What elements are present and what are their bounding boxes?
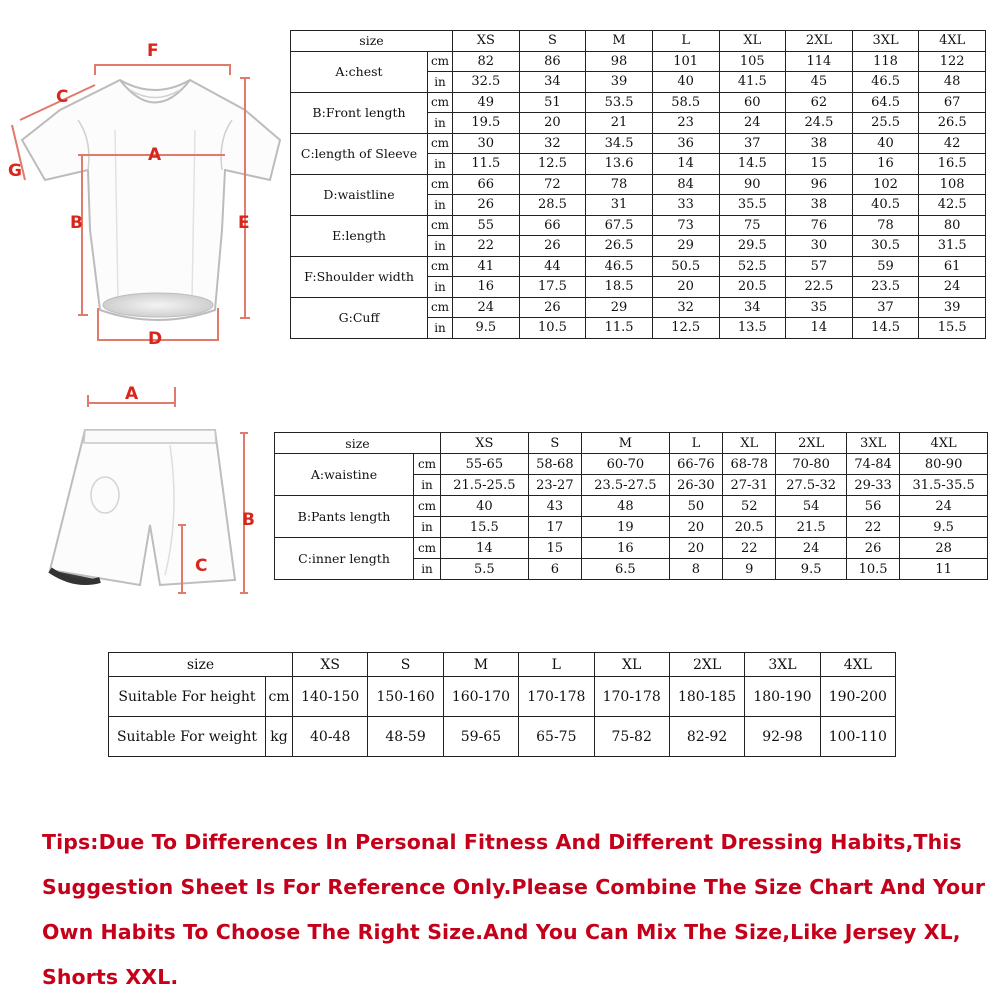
- value-cell: 23.5: [852, 277, 919, 298]
- value-cell: 96: [786, 174, 853, 195]
- unit-cell: in: [428, 154, 453, 175]
- value-cell: 26.5: [586, 236, 653, 257]
- size-column-header: 2XL: [669, 653, 744, 677]
- jersey-label-e: E: [238, 213, 250, 233]
- value-cell: 78: [852, 215, 919, 236]
- value-cell: 9: [723, 559, 776, 580]
- size-column-header: 2XL: [786, 31, 853, 52]
- value-cell: 53.5: [586, 92, 653, 113]
- value-cell: 19: [582, 517, 670, 538]
- shorts-label-b: B: [242, 510, 255, 530]
- value-cell: 108: [919, 174, 986, 195]
- value-cell: 98: [586, 51, 653, 72]
- value-cell: 38: [786, 133, 853, 154]
- table-row: [291, 92, 986, 113]
- value-cell: 92-98: [745, 717, 820, 757]
- size-column-header: 4XL: [900, 433, 988, 454]
- value-cell: 42.5: [919, 195, 986, 216]
- size-header-cell: size: [109, 653, 293, 677]
- value-cell: 22: [453, 236, 520, 257]
- value-cell: 22.5: [786, 277, 853, 298]
- value-cell: 26: [519, 236, 586, 257]
- value-cell: 10.5: [519, 318, 586, 339]
- size-column-header: S: [368, 653, 443, 677]
- measure-label: A:waistine: [275, 454, 414, 496]
- value-cell: 33: [652, 195, 719, 216]
- value-cell: 49: [453, 92, 520, 113]
- value-cell: 35: [786, 297, 853, 318]
- value-cell: 90: [719, 174, 786, 195]
- unit-cell: in: [428, 195, 453, 216]
- size-column-header: S: [519, 31, 586, 52]
- jersey-label-d: D: [148, 329, 163, 349]
- value-cell: 40.5: [852, 195, 919, 216]
- measure-label: D:waistline: [291, 174, 428, 215]
- value-cell: 19.5: [453, 113, 520, 134]
- fit-label: Suitable For height: [109, 677, 266, 717]
- value-cell: 29: [652, 236, 719, 257]
- value-cell: 16: [453, 277, 520, 298]
- shorts-label-c: C: [195, 556, 208, 576]
- value-cell: 29-33: [846, 475, 899, 496]
- value-cell: 23.5-27.5: [582, 475, 670, 496]
- size-column-header: M: [582, 433, 670, 454]
- unit-cell: in: [414, 517, 441, 538]
- unit-cell: cm: [428, 133, 453, 154]
- value-cell: 21.5: [776, 517, 847, 538]
- value-cell: 12.5: [652, 318, 719, 339]
- value-cell: 22: [846, 517, 899, 538]
- value-cell: 36: [652, 133, 719, 154]
- value-cell: 30.5: [852, 236, 919, 257]
- value-cell: 82-92: [669, 717, 744, 757]
- value-cell: 37: [852, 297, 919, 318]
- measure-label: C:length of Sleeve: [291, 133, 428, 174]
- measure-label: B:Pants length: [275, 496, 414, 538]
- table-row: [275, 538, 988, 559]
- value-cell: 41.5: [719, 72, 786, 93]
- size-header-cell: size: [275, 433, 441, 454]
- value-cell: 18.5: [586, 277, 653, 298]
- value-cell: 86: [519, 51, 586, 72]
- unit-cell: cm: [414, 538, 441, 559]
- value-cell: 105: [719, 51, 786, 72]
- value-cell: 72: [519, 174, 586, 195]
- value-cell: 20: [519, 113, 586, 134]
- value-cell: 75-82: [594, 717, 669, 757]
- value-cell: 48: [582, 496, 670, 517]
- value-cell: 100-110: [820, 717, 895, 757]
- value-cell: 23-27: [528, 475, 581, 496]
- value-cell: 16: [852, 154, 919, 175]
- jersey-label-c: C: [56, 87, 69, 107]
- value-cell: 26: [846, 538, 899, 559]
- value-cell: 20.5: [719, 277, 786, 298]
- value-cell: 34: [719, 297, 786, 318]
- unit-cell: cm: [428, 51, 453, 72]
- value-cell: 40: [441, 496, 529, 517]
- value-cell: 39: [919, 297, 986, 318]
- value-cell: 39: [586, 72, 653, 93]
- value-cell: 14: [652, 154, 719, 175]
- value-cell: 9.5: [453, 318, 520, 339]
- size-header-cell: size: [291, 31, 453, 52]
- value-cell: 11: [900, 559, 988, 580]
- shorts-label-a: A: [125, 384, 139, 404]
- value-cell: 170-178: [594, 677, 669, 717]
- value-cell: 160-170: [443, 677, 518, 717]
- unit-cell: cm: [428, 92, 453, 113]
- header-row: [291, 31, 986, 52]
- table-row: [275, 496, 988, 517]
- size-column-header: XS: [293, 653, 368, 677]
- value-cell: 20: [669, 538, 722, 559]
- value-cell: 44: [519, 256, 586, 277]
- unit-cell: cm: [428, 174, 453, 195]
- value-cell: 48: [919, 72, 986, 93]
- value-cell: 122: [919, 51, 986, 72]
- value-cell: 80: [919, 215, 986, 236]
- unit-cell: cm: [414, 454, 441, 475]
- value-cell: 101: [652, 51, 719, 72]
- value-cell: 15.5: [919, 318, 986, 339]
- value-cell: 24: [719, 113, 786, 134]
- value-cell: 80-90: [900, 454, 988, 475]
- value-cell: 50: [669, 496, 722, 517]
- table-row: [291, 174, 986, 195]
- value-cell: 54: [776, 496, 847, 517]
- header-row: [109, 653, 896, 677]
- fit-suggestion-table: [108, 652, 896, 757]
- value-cell: 40-48: [293, 717, 368, 757]
- value-cell: 114: [786, 51, 853, 72]
- size-column-header: 3XL: [852, 31, 919, 52]
- value-cell: 20: [652, 277, 719, 298]
- value-cell: 66: [519, 215, 586, 236]
- value-cell: 27-31: [723, 475, 776, 496]
- unit-cell: cm: [428, 256, 453, 277]
- value-cell: 102: [852, 174, 919, 195]
- value-cell: 59-65: [443, 717, 518, 757]
- measure-label: F:Shoulder width: [291, 256, 428, 297]
- value-cell: 14: [786, 318, 853, 339]
- value-cell: 28.5: [519, 195, 586, 216]
- table-row: [291, 133, 986, 154]
- value-cell: 28: [900, 538, 988, 559]
- value-cell: 43: [528, 496, 581, 517]
- value-cell: 22: [723, 538, 776, 559]
- measure-label: B:Front length: [291, 92, 428, 133]
- value-cell: 42: [919, 133, 986, 154]
- value-cell: 75: [719, 215, 786, 236]
- value-cell: 32: [652, 297, 719, 318]
- value-cell: 16: [582, 538, 670, 559]
- table-row: [109, 717, 896, 757]
- value-cell: 35.5: [719, 195, 786, 216]
- value-cell: 66: [453, 174, 520, 195]
- value-cell: 21: [586, 113, 653, 134]
- size-column-header: XS: [441, 433, 529, 454]
- measure-label: G:Cuff: [291, 297, 428, 338]
- value-cell: 32: [519, 133, 586, 154]
- value-cell: 60-70: [582, 454, 670, 475]
- unit-cell: in: [414, 559, 441, 580]
- value-cell: 48-59: [368, 717, 443, 757]
- value-cell: 8: [669, 559, 722, 580]
- measure-label: E:length: [291, 215, 428, 256]
- value-cell: 74-84: [846, 454, 899, 475]
- value-cell: 41: [453, 256, 520, 277]
- jersey-illustration: [0, 30, 285, 360]
- value-cell: 24: [900, 496, 988, 517]
- value-cell: 29: [586, 297, 653, 318]
- value-cell: 16.5: [919, 154, 986, 175]
- value-cell: 62: [786, 92, 853, 113]
- table-row: [291, 256, 986, 277]
- value-cell: 24: [776, 538, 847, 559]
- header-row: [275, 433, 988, 454]
- unit-cell: in: [428, 236, 453, 257]
- value-cell: 52.5: [719, 256, 786, 277]
- unit-cell: in: [428, 277, 453, 298]
- size-column-header: 4XL: [820, 653, 895, 677]
- value-cell: 26-30: [669, 475, 722, 496]
- value-cell: 58.5: [652, 92, 719, 113]
- unit-cell: cm: [414, 496, 441, 517]
- value-cell: 11.5: [453, 154, 520, 175]
- unit-cell: in: [414, 475, 441, 496]
- value-cell: 23: [652, 113, 719, 134]
- value-cell: 51: [519, 92, 586, 113]
- value-cell: 12.5: [519, 154, 586, 175]
- size-column-header: XS: [453, 31, 520, 52]
- shorts-illustration: [30, 375, 270, 605]
- size-column-header: L: [669, 433, 722, 454]
- value-cell: 24.5: [786, 113, 853, 134]
- unit-cell: cm: [266, 677, 293, 717]
- fit-label: Suitable For weight: [109, 717, 266, 757]
- value-cell: 24: [453, 297, 520, 318]
- value-cell: 40: [652, 72, 719, 93]
- size-column-header: XL: [723, 433, 776, 454]
- jersey-label-a: A: [148, 145, 162, 165]
- value-cell: 20.5: [723, 517, 776, 538]
- value-cell: 32.5: [453, 72, 520, 93]
- unit-cell: in: [428, 318, 453, 339]
- tips-line: Tips:Due To Differences In Personal Fitness And Different Dressing Habits,This: [42, 830, 962, 854]
- value-cell: 26: [453, 195, 520, 216]
- value-cell: 65-75: [519, 717, 594, 757]
- table-row: [291, 297, 986, 318]
- jersey-size-table: [290, 30, 986, 339]
- value-cell: 55: [453, 215, 520, 236]
- value-cell: 84: [652, 174, 719, 195]
- value-cell: 118: [852, 51, 919, 72]
- value-cell: 15: [786, 154, 853, 175]
- value-cell: 30: [786, 236, 853, 257]
- value-cell: 25.5: [852, 113, 919, 134]
- size-column-header: L: [519, 653, 594, 677]
- shorts-size-table: [274, 432, 988, 580]
- value-cell: 170-178: [519, 677, 594, 717]
- value-cell: 26.5: [919, 113, 986, 134]
- value-cell: 45: [786, 72, 853, 93]
- table-row: [109, 677, 896, 717]
- value-cell: 27.5-32: [776, 475, 847, 496]
- value-cell: 13.5: [719, 318, 786, 339]
- size-column-header: S: [528, 433, 581, 454]
- size-column-header: XL: [594, 653, 669, 677]
- unit-cell: in: [428, 72, 453, 93]
- value-cell: 73: [652, 215, 719, 236]
- value-cell: 70-80: [776, 454, 847, 475]
- value-cell: 140-150: [293, 677, 368, 717]
- tips-line: Own Habits To Choose The Right Size.And You Can Mix The Size,Like Jersey XL,: [42, 920, 961, 944]
- value-cell: 52: [723, 496, 776, 517]
- value-cell: 31.5: [919, 236, 986, 257]
- value-cell: 21.5-25.5: [441, 475, 529, 496]
- value-cell: 56: [846, 496, 899, 517]
- size-column-header: 4XL: [919, 31, 986, 52]
- unit-cell: cm: [428, 215, 453, 236]
- value-cell: 55-65: [441, 454, 529, 475]
- value-cell: 68-78: [723, 454, 776, 475]
- value-cell: 78: [586, 174, 653, 195]
- value-cell: 31.5-35.5: [900, 475, 988, 496]
- size-column-header: M: [586, 31, 653, 52]
- tips-text: [42, 820, 986, 1000]
- table-row: [291, 215, 986, 236]
- tips-line: Shorts XXL.: [42, 965, 179, 989]
- value-cell: 82: [453, 51, 520, 72]
- value-cell: 38: [786, 195, 853, 216]
- size-column-header: 2XL: [776, 433, 847, 454]
- value-cell: 15.5: [441, 517, 529, 538]
- value-cell: 9.5: [776, 559, 847, 580]
- value-cell: 11.5: [586, 318, 653, 339]
- value-cell: 180-185: [669, 677, 744, 717]
- size-column-header: 3XL: [745, 653, 820, 677]
- value-cell: 29.5: [719, 236, 786, 257]
- table-row: [291, 51, 986, 72]
- size-column-header: M: [443, 653, 518, 677]
- jersey-label-g: G: [8, 161, 22, 181]
- value-cell: 34.5: [586, 133, 653, 154]
- unit-cell: kg: [266, 717, 293, 757]
- value-cell: 37: [719, 133, 786, 154]
- value-cell: 14.5: [719, 154, 786, 175]
- measure-label: C:inner length: [275, 538, 414, 580]
- value-cell: 17.5: [519, 277, 586, 298]
- value-cell: 180-190: [745, 677, 820, 717]
- unit-cell: in: [428, 113, 453, 134]
- size-column-header: XL: [719, 31, 786, 52]
- value-cell: 46.5: [586, 256, 653, 277]
- value-cell: 34: [519, 72, 586, 93]
- value-cell: 17: [528, 517, 581, 538]
- table-row: [275, 454, 988, 475]
- size-column-header: L: [652, 31, 719, 52]
- value-cell: 30: [453, 133, 520, 154]
- value-cell: 15: [528, 538, 581, 559]
- value-cell: 66-76: [669, 454, 722, 475]
- value-cell: 5.5: [441, 559, 529, 580]
- value-cell: 14: [441, 538, 529, 559]
- value-cell: 76: [786, 215, 853, 236]
- value-cell: 59: [852, 256, 919, 277]
- jersey-label-b: B: [70, 213, 83, 233]
- value-cell: 9.5: [900, 517, 988, 538]
- value-cell: 24: [919, 277, 986, 298]
- value-cell: 67.5: [586, 215, 653, 236]
- value-cell: 60: [719, 92, 786, 113]
- value-cell: 46.5: [852, 72, 919, 93]
- value-cell: 190-200: [820, 677, 895, 717]
- value-cell: 6.5: [582, 559, 670, 580]
- value-cell: 57: [786, 256, 853, 277]
- value-cell: 150-160: [368, 677, 443, 717]
- size-column-header: 3XL: [846, 433, 899, 454]
- value-cell: 61: [919, 256, 986, 277]
- value-cell: 14.5: [852, 318, 919, 339]
- value-cell: 13.6: [586, 154, 653, 175]
- value-cell: 58-68: [528, 454, 581, 475]
- measure-label: A:chest: [291, 51, 428, 92]
- value-cell: 26: [519, 297, 586, 318]
- value-cell: 10.5: [846, 559, 899, 580]
- value-cell: 64.5: [852, 92, 919, 113]
- jersey-label-f: F: [147, 41, 159, 61]
- value-cell: 31: [586, 195, 653, 216]
- tips-line: Suggestion Sheet Is For Reference Only.Please Combine The Size Chart And Your: [42, 875, 986, 899]
- unit-cell: cm: [428, 297, 453, 318]
- value-cell: 67: [919, 92, 986, 113]
- value-cell: 40: [852, 133, 919, 154]
- value-cell: 50.5: [652, 256, 719, 277]
- value-cell: 20: [669, 517, 722, 538]
- value-cell: 6: [528, 559, 581, 580]
